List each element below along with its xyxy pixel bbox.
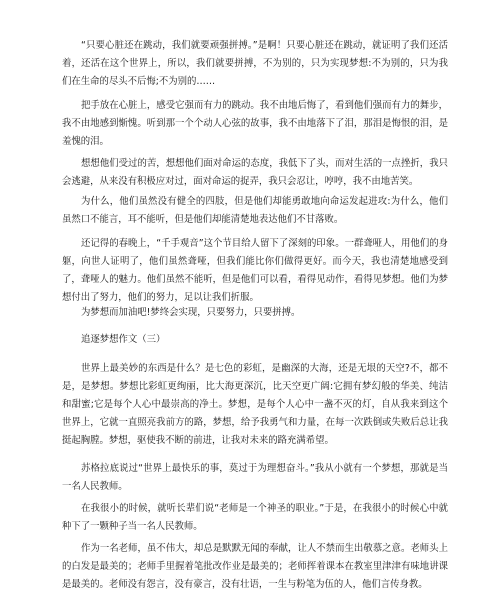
paragraph-4: 为什么，他们虽然没有健全的四肢，但是他们却能勇敢地向命运发起进攻:为什么，他们虽然口不能言，耳不能听，但是他们却能清楚地表达他们不甘落败。 xyxy=(62,196,448,225)
paragraph-5: 还记得的春晚上，“千手观音”这个节目给人留下了深刻的印象。一群聋哑人，用他们的身躯，向世人证明了，他们虽然聋哑，但我们能比你们做得更好。而今天，我也清楚地感受到了，聋哑人的魅力。他们虽然不能听，但是他们可以看，看得见动作，看得见梦想。他们为梦想付出了努力，他们的努力，足以让我们折服。 xyxy=(62,238,448,303)
section-title: 追逐梦想作文（三） xyxy=(81,334,166,345)
paragraph-8: 苏格拉底说过“世界上最快乐的事，莫过于为理想奋斗。”我从小就有一个梦想，那就是当一名人民教师。 xyxy=(62,463,448,492)
paragraph-3: 想想他们受过的苦，想想他们面对命运的态度，我低下了头，而对生活的一点挫折，我只会逃避，从来没有积极应对过，面对命运的捉弄，我只会忍让，哼哼，我不由地苦笑。 xyxy=(62,158,448,187)
paragraph-1: “只要心脏还在跳动，我们就要顽强拼搏。”是啊！只要心脏还在跳动，就证明了我们还活着，还活在这个世界上，所以，我们就要拼搏，不为别的，只为实现梦想:不为别的，只为我们在生命的尽头不后悔;不为别的…… xyxy=(62,40,448,87)
paragraph-10: 作为一名老师，虽不伟大，却总是默默无闻的奉献，让人不禁而生出敬慕之意。老师头上的白发是最美的；老师手里握着笔批改作业是最美的；老师挥着课本在教室里津津有味地讲课是最美的。老师没有怨言，没有豪言，没有壮语，一生与粉笔为伍的人，他们言传身教。 xyxy=(62,543,448,590)
paragraph-6: 为梦想而加油吧!梦终会实现，只要努力，只要拼搏。 xyxy=(81,307,301,318)
paragraph-7: 世界上最美妙的东西是什么？是七色的彩虹，是幽深的大海，还是无垠的天空?不，都不是，是梦想。梦想比彩虹更绚丽，比大海更深沉，比天空更广阔:它拥有梦幻般的华美、纯洁和甜蜜;它是每个人心中最崇高的净土。梦想，是每个人心中一盏不灭的灯，自从我来到这个世界上，它就一直照亮我前方的路，梦想，给予我勇气和力量，在每一次跌倒或失败后总让我挺起胸膛。梦想，驱使我不断的前进，让我对未来的路充满希望。 xyxy=(62,363,448,446)
paragraph-9: 在我很小的时候，就听长辈们说“老师是一个神圣的职业。”于是，在我很小的时候心中就种下了一颗种子当一名人民教师。 xyxy=(62,503,448,532)
paragraph-2: 把手放在心脏上，感受它强而有力的跳动。我不由地后悔了，看到他们强而有力的舞步，我不由地感到惭愧。听到那一个个动人心弦的故事，我不由地落下了泪，那泪是悔恨的泪，是羞愧的泪。 xyxy=(62,100,448,147)
